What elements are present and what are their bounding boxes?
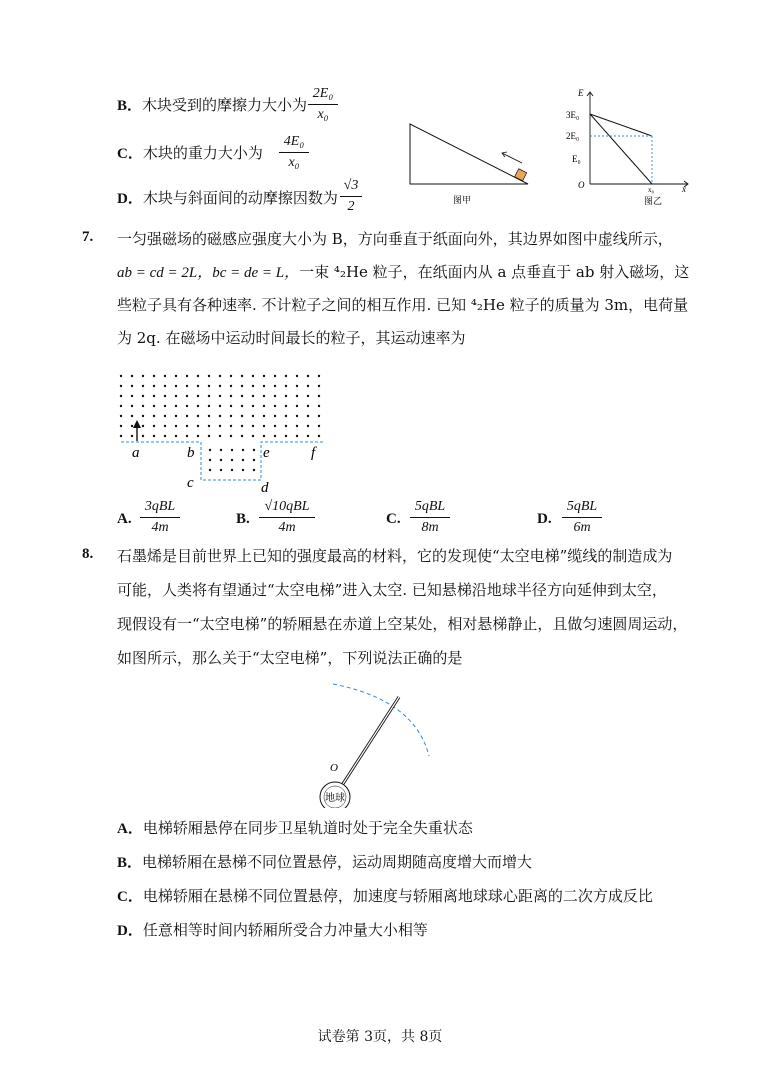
field-dot xyxy=(263,415,265,417)
field-dot xyxy=(197,415,199,417)
field-dot xyxy=(274,395,276,397)
q6-option-b-fraction xyxy=(308,86,338,123)
field-dot xyxy=(307,405,309,407)
option-letter: D． xyxy=(117,923,143,939)
field-dot xyxy=(241,395,243,397)
field-dot xyxy=(242,459,244,461)
option-text: 木块受到的摩擦力大小为 xyxy=(142,96,308,114)
q7-option-d-fraction xyxy=(562,499,602,536)
field-dot xyxy=(197,395,199,397)
field-dot xyxy=(186,425,188,427)
field-dot xyxy=(219,415,221,417)
field-dot xyxy=(208,385,210,387)
field-dot xyxy=(131,425,133,427)
earth-label: 地球 xyxy=(325,793,345,804)
field-dot xyxy=(296,425,298,427)
numerator: 5qBL xyxy=(414,499,446,514)
q6-option-d-fraction xyxy=(340,178,362,215)
numerator: √3 xyxy=(343,178,359,193)
point-e: e xyxy=(263,445,270,461)
field-dot xyxy=(164,375,166,377)
field-dot xyxy=(307,375,309,377)
option-letter: B． xyxy=(117,98,143,114)
field-dot xyxy=(231,449,233,451)
field-dot xyxy=(285,415,287,417)
figure-magnetic-field xyxy=(115,368,325,496)
field-dot xyxy=(263,425,265,427)
field-dot xyxy=(131,395,133,397)
field-dot xyxy=(131,415,133,417)
field-dot xyxy=(142,405,144,407)
field-dot xyxy=(142,395,144,397)
q8-line4: 如图所示，那么关于“太空电梯”，下列说法正确的是 xyxy=(117,649,463,667)
point-c: c xyxy=(187,475,194,491)
axis-label-e: E xyxy=(578,88,584,98)
field-dot xyxy=(307,435,309,437)
field-dot xyxy=(131,435,133,437)
field-dot xyxy=(186,395,188,397)
field-dot xyxy=(274,385,276,387)
q8-number: 8. xyxy=(82,546,94,562)
q7-line3: 些粒子具有各种速率. 不计粒子之间的相互作用. 已知 ⁴₂He 粒子的质量为 3m，电荷量 xyxy=(117,296,689,314)
field-dot xyxy=(164,395,166,397)
page-footer: 试卷第 3页，共 8页 xyxy=(317,1029,443,1045)
field-dot xyxy=(153,395,155,397)
denominator: x₀ xyxy=(317,107,329,122)
field-dot xyxy=(285,395,287,397)
field-dot xyxy=(131,385,133,387)
option-letter: D． xyxy=(117,191,143,207)
field-dot xyxy=(219,385,221,387)
point-o: O xyxy=(330,762,338,774)
field-dot xyxy=(252,435,254,437)
field-dot xyxy=(296,435,298,437)
field-dot xyxy=(164,425,166,427)
field-dot xyxy=(230,375,232,377)
field-dot xyxy=(253,449,255,451)
denominator: x₀ xyxy=(288,155,300,170)
numerator: 3qBL xyxy=(144,499,176,514)
option-letter: B． xyxy=(117,855,143,871)
q6-option-d xyxy=(117,188,338,209)
q8-option-d xyxy=(117,920,428,941)
field-dot xyxy=(253,459,255,461)
q8-option-c xyxy=(117,886,653,907)
field-dot xyxy=(230,405,232,407)
q6-option-c-fraction xyxy=(279,134,309,171)
field-dot xyxy=(263,405,265,407)
field-dot xyxy=(208,435,210,437)
field-dot xyxy=(230,425,232,427)
field-dot xyxy=(230,415,232,417)
sync-orbit-arc xyxy=(333,684,429,756)
field-dot xyxy=(120,395,122,397)
option-text: 木块的重力大小为 xyxy=(142,144,263,162)
field-dot xyxy=(318,425,320,427)
axis-label-x: x xyxy=(682,184,686,194)
option-letter: A． xyxy=(117,821,143,837)
denominator: 2 xyxy=(347,199,355,214)
point-d: d xyxy=(261,480,269,496)
denominator: 4m xyxy=(278,520,296,535)
boundary-line xyxy=(121,442,325,480)
field-dot xyxy=(142,375,144,377)
point-b: b xyxy=(187,445,195,461)
field-dot xyxy=(219,395,221,397)
q7-option-a-letter: A. xyxy=(117,511,132,527)
field-dot xyxy=(142,425,144,427)
field-dot xyxy=(153,415,155,417)
field-dot xyxy=(219,425,221,427)
field-dot xyxy=(175,375,177,377)
field-dot xyxy=(241,415,243,417)
field-dot xyxy=(252,405,254,407)
field-dot xyxy=(120,405,122,407)
caption-yi: 图乙 xyxy=(644,196,663,206)
numerator: 2E₀ xyxy=(312,86,334,101)
field-dot xyxy=(175,435,177,437)
denominator: 8m xyxy=(421,520,439,535)
field-dot xyxy=(220,459,222,461)
field-dot xyxy=(164,415,166,417)
field-dot xyxy=(274,415,276,417)
field-dot xyxy=(219,375,221,377)
field-dot xyxy=(153,405,155,407)
q7-line2 xyxy=(117,262,689,283)
field-dot xyxy=(175,425,177,427)
numerator: 4E₀ xyxy=(283,134,305,149)
field-dot xyxy=(231,459,233,461)
field-dot xyxy=(175,385,177,387)
field-dot xyxy=(131,375,133,377)
motion-arrow xyxy=(502,153,522,163)
q7-line2-text: 一束 ⁴₂He 粒子，在纸面内从 a 点垂直于 ab 射入磁场，这 xyxy=(299,263,690,281)
block xyxy=(515,169,527,181)
field-dot xyxy=(263,435,265,437)
field-dot xyxy=(120,415,122,417)
field-dot xyxy=(186,415,188,417)
field-dot xyxy=(242,449,244,451)
q8-option-a xyxy=(117,818,473,839)
field-dot xyxy=(285,375,287,377)
field-dot xyxy=(253,469,255,471)
caption-jia: 图甲 xyxy=(452,195,472,205)
q8-option-b xyxy=(117,852,532,873)
figure-space-elevator xyxy=(305,680,445,808)
field-dot xyxy=(230,385,232,387)
field-dot xyxy=(241,385,243,387)
q7-number: 7. xyxy=(82,229,94,245)
field-dot xyxy=(142,435,144,437)
field-dot xyxy=(220,449,222,451)
field-dot xyxy=(197,375,199,377)
option-letter: C． xyxy=(117,146,143,162)
field-dot xyxy=(318,375,320,377)
field-dot xyxy=(231,469,233,471)
numerator: √10qBL xyxy=(264,499,310,514)
field-dot xyxy=(263,385,265,387)
field-dot xyxy=(120,375,122,377)
field-dot xyxy=(175,415,177,417)
field-dot xyxy=(153,375,155,377)
option-text: 电梯轿厢在悬梯不同位置悬停，加速度与轿厢离地球球心距离的二次方成反比 xyxy=(142,887,653,905)
field-dot xyxy=(197,405,199,407)
field-dot xyxy=(263,395,265,397)
q7-option-c-fraction xyxy=(410,499,450,536)
q7-option-b-fraction xyxy=(259,499,315,536)
field-dot xyxy=(164,385,166,387)
field-dot xyxy=(209,469,211,471)
origin-label: O xyxy=(578,180,585,190)
q7-option-d-letter: D. xyxy=(537,511,552,527)
field-dot xyxy=(252,375,254,377)
field-dot xyxy=(274,435,276,437)
field-dot xyxy=(252,425,254,427)
field-dot xyxy=(209,449,211,451)
tick-x0: x₀ xyxy=(648,186,654,194)
field-dot xyxy=(164,405,166,407)
field-dot xyxy=(219,435,221,437)
denominator: 4m xyxy=(151,520,169,535)
field-dot xyxy=(186,405,188,407)
field-dot xyxy=(307,395,309,397)
field-dot xyxy=(274,405,276,407)
field-dot xyxy=(252,385,254,387)
field-dot xyxy=(208,405,210,407)
option-text: 木块与斜面间的动摩擦因数为 xyxy=(142,189,338,207)
q7-line1: 一匀强磁场的磁感应强度大小为 B，方向垂直于纸面向外，其边界如图中虚线所示， xyxy=(117,230,673,248)
field-dot xyxy=(285,425,287,427)
field-dot xyxy=(153,425,155,427)
field-dot xyxy=(296,405,298,407)
field-dot xyxy=(230,435,232,437)
field-dot xyxy=(142,415,144,417)
field-dot xyxy=(296,385,298,387)
field-dot xyxy=(274,425,276,427)
field-dot xyxy=(296,375,298,377)
field-dot xyxy=(208,375,210,377)
numerator: 5qBL xyxy=(566,499,598,514)
q7-boundary-lengths: ab = cd = 2L，bc = de = L， xyxy=(117,265,300,281)
field-dot xyxy=(285,385,287,387)
field-dot xyxy=(318,405,320,407)
field-dot xyxy=(263,375,265,377)
field-dot xyxy=(318,395,320,397)
field-dot xyxy=(285,435,287,437)
elevator-cable-inner xyxy=(339,697,399,790)
figure-incline xyxy=(400,118,540,208)
field-dot xyxy=(186,385,188,387)
field-dots xyxy=(120,375,320,471)
field-dot xyxy=(285,405,287,407)
field-dot xyxy=(307,415,309,417)
tick-2e0: 2E₀ xyxy=(566,131,580,141)
field-dot xyxy=(153,435,155,437)
field-dot xyxy=(164,435,166,437)
tick-e0: E₀ xyxy=(572,154,581,164)
field-dot xyxy=(208,415,210,417)
field-dot xyxy=(209,459,211,461)
field-dot xyxy=(242,469,244,471)
option-letter: C． xyxy=(117,889,143,905)
field-dot xyxy=(219,405,221,407)
q7-option-a-fraction xyxy=(140,499,180,536)
field-dot xyxy=(142,385,144,387)
field-dot xyxy=(252,415,254,417)
field-dot xyxy=(296,395,298,397)
figure-energy-graph xyxy=(562,88,694,206)
field-dot xyxy=(241,375,243,377)
q8-line1: 石墨烯是目前世界上已知的强度最高的材料，它的发现使“太空电梯”缆线的制造成为 xyxy=(117,547,673,565)
tick-3e0: 3E₀ xyxy=(566,110,580,120)
option-text: 任意相等时间内轿厢所受合力冲量大小相等 xyxy=(142,921,428,939)
q7-line4: 为 2q. 在磁场中运动时间最长的粒子，其运动速率为 xyxy=(117,329,466,347)
field-dot xyxy=(186,435,188,437)
field-dot xyxy=(220,469,222,471)
q8-line2: 可能，人类将有望通过“太空电梯”进入太空. 已知悬梯沿地球半径方向延伸到太空， xyxy=(117,581,667,599)
point-f: f xyxy=(311,445,316,461)
field-dot xyxy=(120,425,122,427)
field-dot xyxy=(197,435,199,437)
field-dot xyxy=(208,425,210,427)
field-dot xyxy=(274,375,276,377)
field-dot xyxy=(208,395,210,397)
field-dot xyxy=(120,385,122,387)
field-dot xyxy=(230,395,232,397)
field-dot xyxy=(318,435,320,437)
field-dot xyxy=(175,395,177,397)
field-dot xyxy=(307,385,309,387)
field-dot xyxy=(197,385,199,387)
q7-option-b-letter: B. xyxy=(236,511,250,527)
q6-option-c xyxy=(117,143,263,164)
field-dot xyxy=(153,385,155,387)
field-dot xyxy=(241,435,243,437)
option-text: 电梯轿厢在悬梯不同位置悬停，运动周期随高度增大而增大 xyxy=(142,853,533,871)
field-dot xyxy=(241,425,243,427)
field-dot xyxy=(318,385,320,387)
q7-option-c-letter: C. xyxy=(386,511,401,527)
q6-option-b xyxy=(117,95,307,116)
field-dot xyxy=(175,405,177,407)
field-dot xyxy=(131,405,133,407)
field-dot xyxy=(120,435,122,437)
point-a: a xyxy=(132,445,140,461)
field-dot xyxy=(318,415,320,417)
option-text: 电梯轿厢悬停在同步卫星轨道时处于完全失重状态 xyxy=(142,819,473,837)
denominator: 6m xyxy=(573,520,591,535)
field-dot xyxy=(307,425,309,427)
field-dot xyxy=(252,395,254,397)
field-dot xyxy=(197,425,199,427)
q8-line3: 现假设有一“太空电梯”的轿厢悬在赤道上空某处，相对悬梯静止，且做匀速圆周运动， xyxy=(117,615,688,633)
field-dot xyxy=(296,415,298,417)
field-dot xyxy=(241,405,243,407)
field-dot xyxy=(186,375,188,377)
